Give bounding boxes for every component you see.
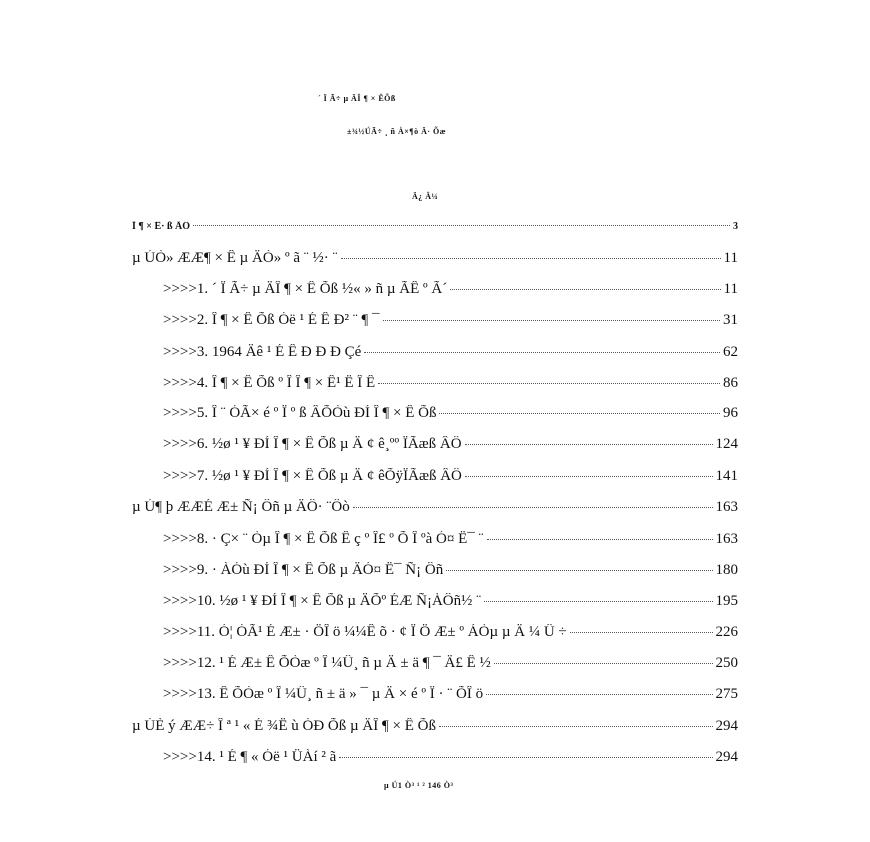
toc-entry-page: 86 [723, 375, 738, 391]
toc-entry[interactable] [163, 436, 738, 453]
toc-entry-page: 195 [715, 593, 738, 609]
toc-entry-label: >>>>1. ´ Ï Ã÷ µ ÄÎ ¶ × Ê Õß ½« » ñ µ ÃÊ º Ã´ [163, 281, 448, 297]
toc-entry-page: 11 [723, 281, 738, 297]
dot-leader [353, 507, 713, 508]
toc-entry-page: 124 [715, 436, 738, 452]
toc-entry-page: 11 [723, 250, 738, 266]
toc-entry[interactable] [163, 531, 738, 548]
dot-leader [364, 352, 720, 353]
toc-entry-page: 294 [715, 718, 738, 734]
toc-entry[interactable] [132, 718, 738, 735]
dot-leader [383, 320, 720, 321]
toc-entry-label: >>>>3. 1964 Äê ¹ É Ê Ð Ð Ð Çé [163, 344, 362, 360]
dot-leader [465, 444, 713, 445]
toc-entry-page: 3 [733, 221, 738, 232]
toc-entry-label: Ï ¶ × Ê· ß ÃÔ [132, 221, 191, 232]
toc-entry[interactable] [163, 749, 738, 766]
toc-entry-page: 141 [715, 468, 738, 484]
toc-entry-page: 62 [723, 344, 738, 360]
toc-entry-label: >>>>5. Î ¨ ÓÃ× é º Ï º ß ÂÕÒù ÐÍ Î ¶ × Ê Õß [163, 405, 437, 421]
toc-entry[interactable] [163, 655, 738, 672]
toc-entry-label: µ ÚÈ ý ÆÆ÷ Î ª ¹ « É ¾Ë ù ÓÐ Õß µ ÄÎ ¶ × Ê Õß [132, 718, 436, 734]
dot-leader [486, 694, 712, 695]
toc-entry-label: >>>>2. Î ¶ × Ê Õß Óë ¹ É Ê Ð² ¨ ¶ ¯ [163, 312, 380, 328]
dot-leader [487, 539, 713, 540]
dot-leader [339, 757, 712, 758]
toc-entry[interactable] [132, 499, 738, 516]
page-footer: µ Ú1 Ò³ ¹ ² 146 Ò³ [384, 781, 454, 790]
toc-entry-label: >>>>8. · Ç× ¨ Òµ Î ¶ × Ê Õß Ê ç º Î£ º Õ Î ºà Ó¤ Ë¯ ¨ [163, 531, 484, 547]
toc-entry-label: >>>>6. ½ø ¹ ¥ ÐÍ Î ¶ × Ê Õß µ Ä ¢ ê¸ºº ÏÃæß ÂÔ [163, 436, 462, 452]
toc-entry[interactable] [132, 250, 738, 267]
dot-leader [439, 413, 720, 414]
toc-entry[interactable] [163, 375, 738, 392]
toc-entry[interactable] [163, 405, 738, 422]
dot-leader [494, 663, 713, 664]
toc-entry-page: 96 [723, 405, 738, 421]
toc-entry-page: 275 [715, 686, 738, 702]
toc-entry-page: 250 [715, 655, 738, 671]
dot-leader [446, 570, 712, 571]
toc-entry[interactable] [163, 562, 738, 579]
toc-entry-label: >>>>7. ½ø ¹ ¥ ÐÍ Î ¶ × Ê Õß µ Ä ¢ êÕÿÏÃæß ÂÔ [163, 468, 462, 484]
toc-entry-label: >>>>12. ¹ É Æ± Ê ÕÒæ º Î ¼Û¸ ñ µ Ä ± ä ¶ ¯ Ä£ Ê ½ [163, 655, 491, 671]
toc-entry-page: 163 [715, 499, 738, 515]
toc-entry-label: >>>>13. Ê ÕÒæ º Î ¼Û¸ ñ ± ä » ¯ µ Ä × é º Ï · ¨ ÕÎ ö [163, 686, 484, 702]
toc-heading: Ä¿ Â¼ [412, 192, 439, 201]
toc-entry-label: >>>>9. · ÀÓù ÐÍ Î ¶ × Ê Õß µ ÄÓ¤ Ë¯ Ñ¡ Ôñ [163, 562, 444, 578]
toc-entry[interactable] [163, 686, 738, 703]
toc-entry-label: >>>>14. ¹ É ¶ « Óë ¹ ÜÀí ² ã [163, 749, 337, 765]
book-subtitle: ±¾½ÚÃ÷ ¸ ñ À×¶ò Ä· Õæ [347, 127, 447, 136]
dot-leader [439, 726, 713, 727]
toc-entry-label: >>>>4. Î ¶ × Ê Õß º Î Î ¶ × Ê¹ Ë Î Ê [163, 375, 376, 391]
toc-entry-page: 31 [723, 312, 738, 328]
dot-leader [484, 601, 712, 602]
toc-entry[interactable] [163, 312, 738, 329]
toc-entry-page: 226 [715, 624, 738, 640]
toc-entry-label: >>>>10. ½ø ¹ ¥ ÐÍ Î ¶ × Ê Õß µ ÄÕº ÉÆ Ñ¡ÀÔñ½ ¨ [163, 593, 482, 609]
dot-leader [378, 383, 720, 384]
toc-entry[interactable] [163, 468, 738, 485]
toc-entry[interactable] [163, 281, 738, 298]
toc-entry[interactable] [163, 624, 738, 641]
toc-entry-label: >>>>11. Ó¦ ÓÃ¹ É Æ± · ÖÎ ö ¼¼Ê õ · ¢ Ï Ö Æ± º ÁÒµ µ Ä ¼ Û ÷ [163, 624, 567, 640]
toc-entry[interactable] [163, 344, 738, 361]
dot-leader [341, 258, 721, 259]
toc-entry[interactable] [132, 221, 738, 232]
toc-entry[interactable] [163, 593, 738, 610]
dot-leader [450, 289, 720, 290]
dot-leader [465, 476, 713, 477]
toc-entry-page: 163 [715, 531, 738, 547]
dot-leader [570, 632, 713, 633]
toc-entry-label: µ ÚÒ» ÆÆ¶ × Ê µ ÄÒ» º ã ¨ ½· ¨ [132, 250, 338, 266]
toc-entry-label: µ Ú¶ þ ÆÆÉ Æ± Ñ¡ Ôñ µ ÄÔ· ¨Ôò [132, 499, 350, 515]
toc-entry-page: 294 [715, 749, 738, 765]
dot-leader [193, 225, 730, 226]
toc-entry-page: 180 [715, 562, 738, 578]
book-title: ´ Ï Ã÷ µ ÄÎ ¶ × ÊÕß [318, 94, 396, 103]
